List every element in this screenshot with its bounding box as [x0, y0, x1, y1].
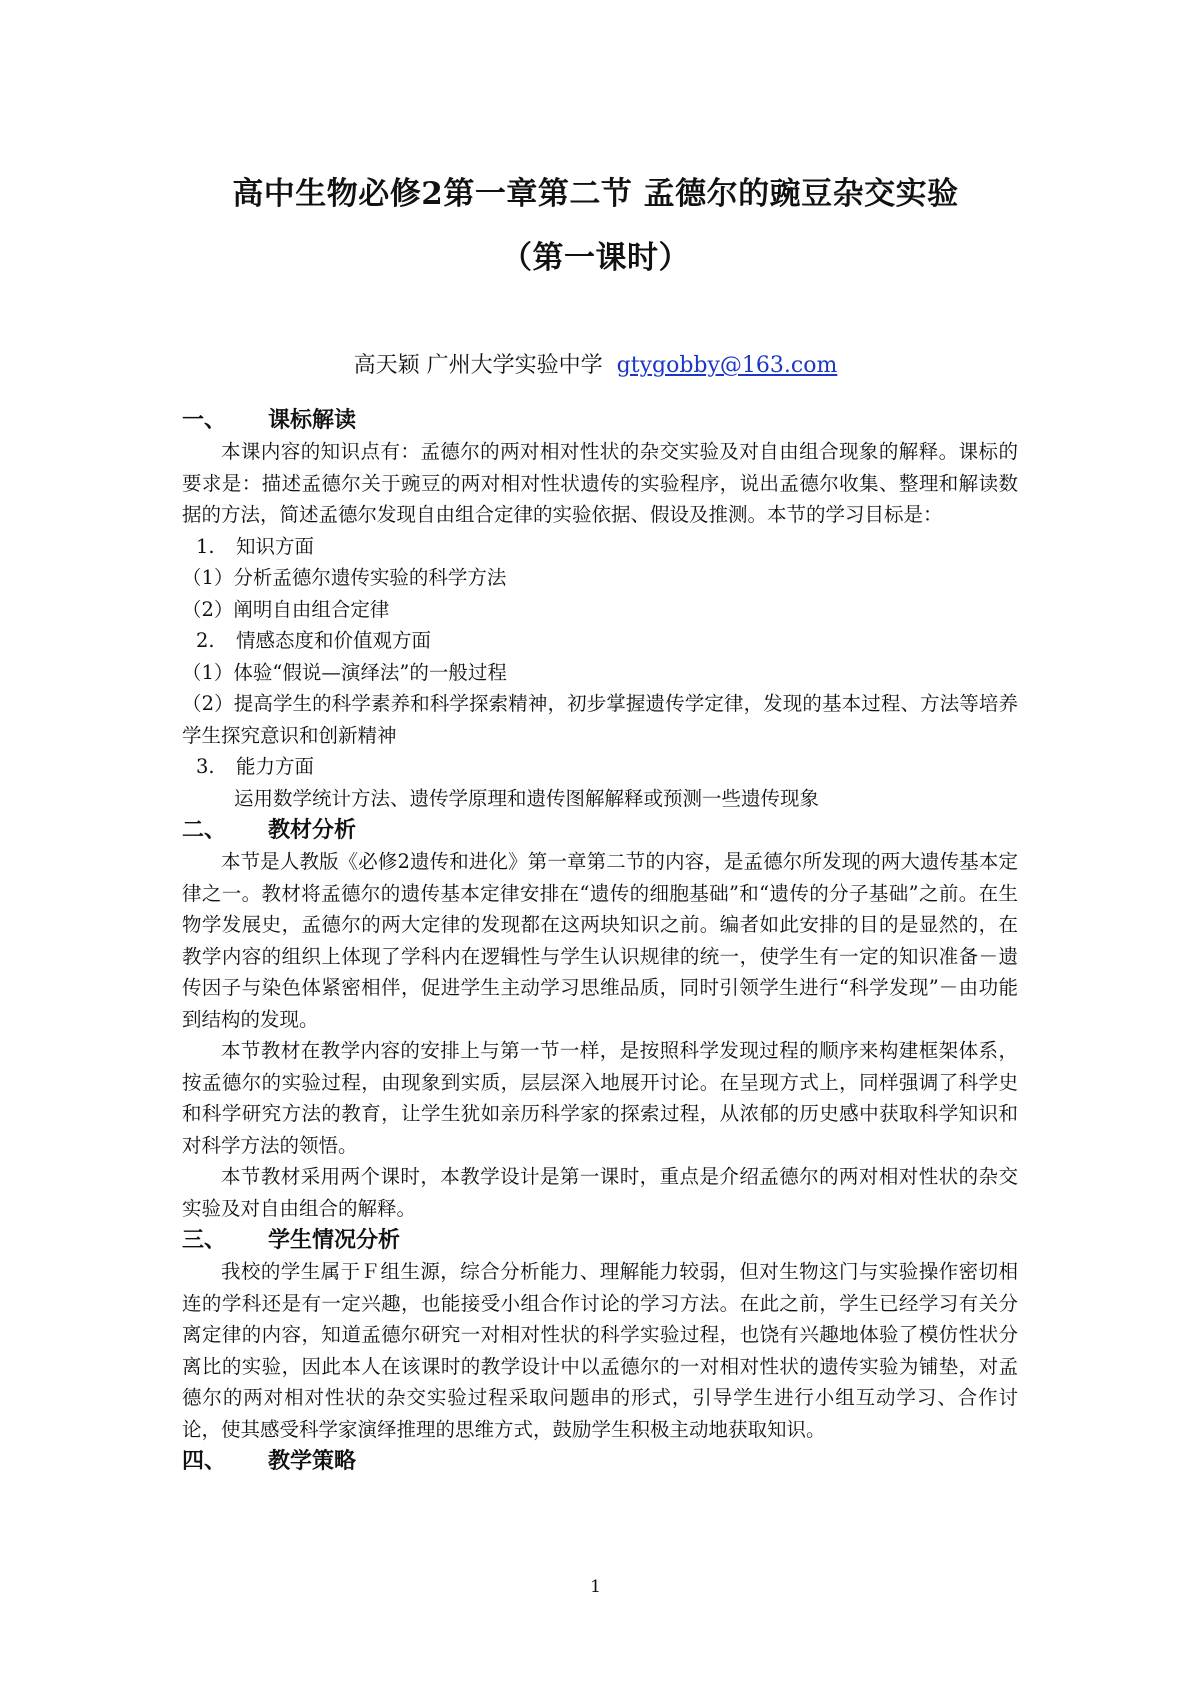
section-heading-3	[182, 1224, 1018, 1256]
section-2-paragraph-1: 本节是人教版《必修2遗传和进化》第一章第二节的内容，是孟德尔所发现的两大遗传基本定律之一。教材将孟德尔的遗传基本定律安排在“遗传的细胞基础”和“遗传的分子基础”之前。在生物学发展史，孟德尔的两大定律的发现都在这两块知识之前。编者如此安排的目的是显然的，在教学内容的组织上体现了学科内在逻辑性与学生认识规律的统一，使学生有一定的知识准备－遗传因子与染色体紧密相伴，促进学生主动学习思维品质，同时引领学生进行“科学发现”－由功能到结构的发现。	[182, 850, 1018, 1031]
document-body	[182, 404, 1018, 1477]
objective-ability-1: 运用数学统计方法、遗传学原理和遗传图解解释或预测一些遗传现象	[234, 786, 820, 810]
objective-ability	[182, 751, 1018, 783]
section-heading-4	[182, 1445, 1018, 1477]
page-number: 1	[590, 1577, 601, 1597]
objective-knowledge-1: （1）分析孟德尔遗传实验的科学方法	[182, 566, 507, 589]
objective-emotion	[182, 625, 1018, 657]
objective-knowledge-2: （2）阐明自由组合定律	[182, 597, 390, 621]
section-title: 教材分析	[268, 817, 357, 843]
list-label: 知识方面	[236, 534, 315, 558]
section-number: 四、	[182, 1448, 227, 1474]
list-number: 1.	[196, 534, 215, 558]
section-number: 一、	[182, 407, 227, 433]
section-title: 学生情况分析	[268, 1227, 401, 1253]
list-label: 情感态度和价值观方面	[236, 629, 432, 652]
section-3-paragraph-1: 我校的学生属于Ｆ组生源，综合分析能力、理解能力较弱，但对生物这门与实验操作密切相连的学科还是有一定兴趣，也能接受小组合作讨论的学习方法。在此之前，学生已经学习有关分离定律的内容，知道孟德尔研究一对相对性状的科学实验过程，也饶有兴趣地体验了模仿性状分离比的实验，因此本人在该课时的教学设计中以孟德尔的一对相对性状的遗传实验为铺垫，对孟德尔的两对相对性状的杂交实验过程采取问题串的形式，引导学生进行小组互动学习、合作讨论，使其感受科学家演绎推理的思维方式，鼓励学生积极主动地获取知识。	[182, 1260, 1018, 1441]
section-1-intro: 本课内容的知识点有：孟德尔的两对相对性状的杂交实验及对自由组合现象的解释。课标的要求是：描述孟德尔关于豌豆的两对相对性状遗传的实验程序，说出孟德尔收集、整理和解读数据的方法，简述孟德尔发现自由组合定律的实验依据、假设及推测。本节的学习目标是：	[182, 440, 1018, 526]
list-number: 3.	[196, 755, 215, 778]
section-2-paragraph-2: 本节教材在教学内容的安排上与第一节一样，是按照科学发现过程的顺序来构建框架体系，按孟德尔的实验过程，由现象到实质，层层深入地展开讨论。在呈现方式上，同样强调了科学史和科学研究方法的教育，让学生犹如亲历科学家的探索过程，从浓郁的历史感中获取科学知识和对科学方法的领悟。	[182, 1039, 1018, 1157]
objective-knowledge	[182, 531, 1018, 563]
document-subtitle: （第一课时）	[501, 240, 690, 276]
section-heading-1	[182, 404, 1018, 436]
section-number: 二、	[182, 817, 227, 843]
section-2-paragraph-3: 本节教材采用两个课时，本教学设计是第一课时，重点是介绍孟德尔的两对相对性状的杂交实验及对自由组合的解释。	[182, 1165, 1018, 1220]
objective-emotion-2: （2）提高学生的科学素养和科学探索精神，初步掌握遗传学定律，发现的基本过程、方法等培养学生探究意识和创新精神	[182, 692, 1018, 747]
list-label: 能力方面	[236, 755, 315, 778]
list-number: 2.	[196, 629, 215, 652]
section-number: 三、	[182, 1227, 227, 1253]
section-title: 教学策略	[268, 1448, 357, 1474]
section-title: 课标解读	[268, 407, 357, 433]
document-title: 高中生物必修2第一章第二节 孟德尔的豌豆杂交实验	[232, 176, 959, 212]
author-email-link[interactable]: gtygobby@163.com	[616, 353, 838, 378]
author-line	[0, 348, 1191, 379]
section-heading-2	[182, 814, 1018, 846]
objective-emotion-1: （1）体验“假说—演绎法”的一般过程	[182, 660, 507, 684]
author-name: 高天颖 广州大学实验中学	[353, 353, 603, 378]
